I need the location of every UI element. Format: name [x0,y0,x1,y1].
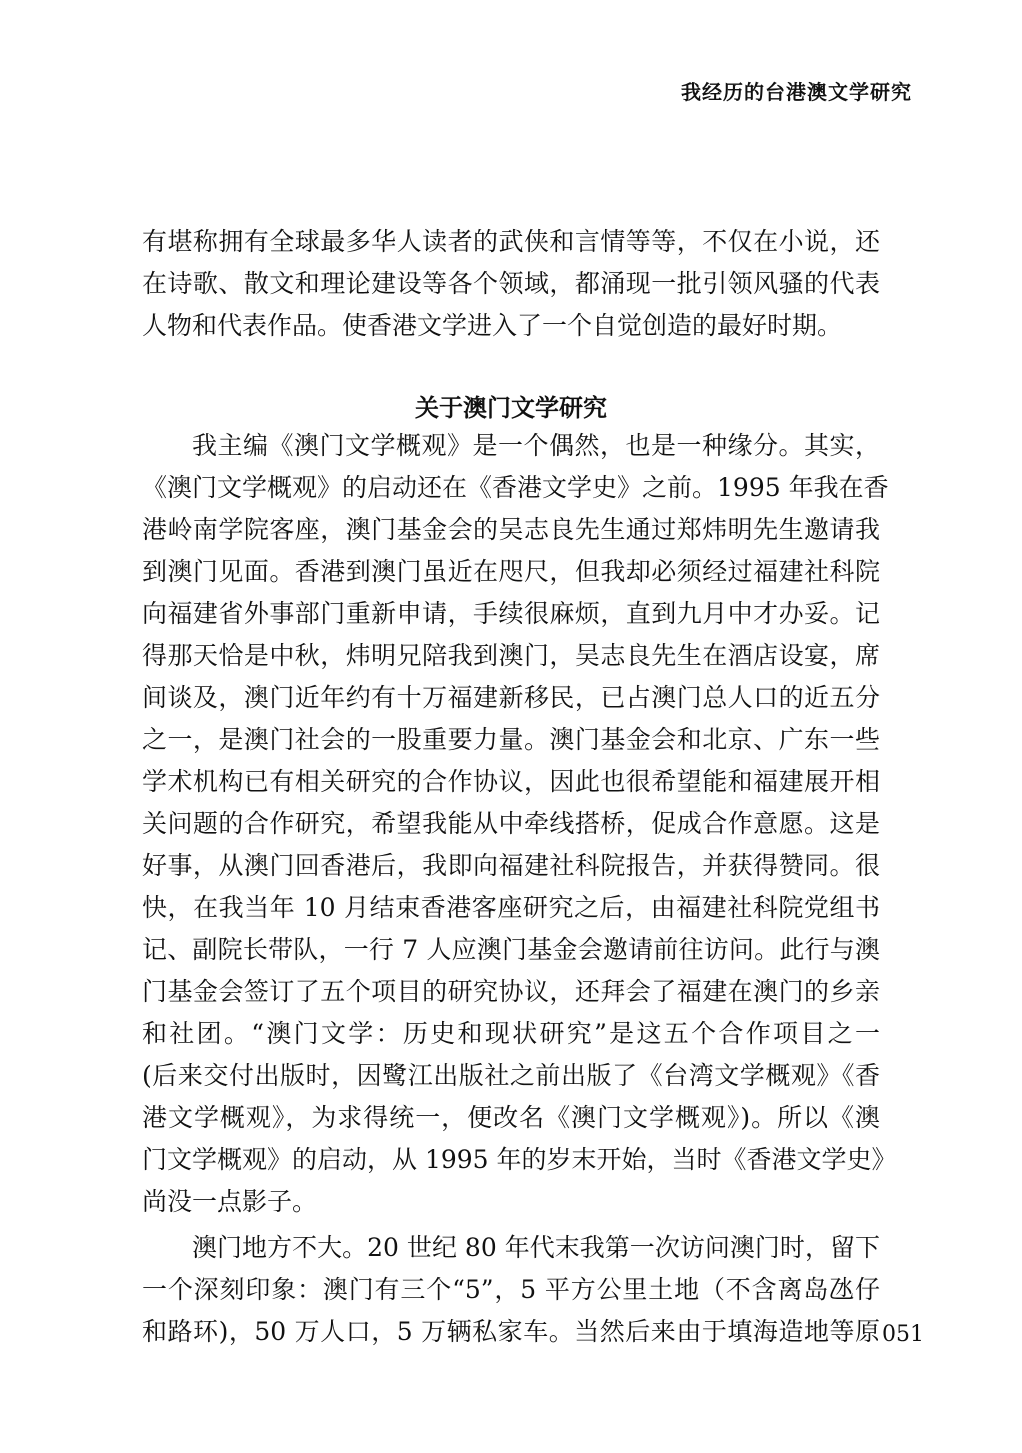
text-line: 一个深刻印象：澳门有三个“5”，5 平方公里土地（不含离岛氹仔 [142,1275,880,1304]
text-line: 间谈及，澳门近年约有十万福建新移民，已占澳门总人口的近五分 [142,683,880,712]
text-line: 到澳门见面。香港到澳门虽近在咫尺，但我却必须经过福建社科院 [142,557,880,586]
text-line: 我主编《澳门文学概观》是一个偶然，也是一种缘分。其实， [192,431,880,460]
text-line: 门文学概观》的启动，从 1995 年的岁末开始，当时《香港文学史》 [142,1145,897,1174]
text-line: 和社团。“澳门文学：历史和现状研究”是这五个合作项目之一 [142,1019,880,1048]
text-line: 关问题的合作研究，希望我能从中牵线搭桥，促成合作意愿。这是 [142,809,880,838]
section-heading: 关于澳门文学研究 [415,393,607,422]
text-line: 好事，从澳门回香港后，我即向福建社科院报告，并获得赞同。很 [142,851,880,880]
text-line: 得那天恰是中秋，炜明兄陪我到澳门，吴志良先生在酒店设宴，席 [142,641,880,670]
text-line: 在诗歌、散文和理论建设等各个领域，都涌现一批引领风骚的代表 [142,269,880,298]
text-line: 之一，是澳门社会的一股重要力量。澳门基金会和北京、广东一些 [142,725,880,754]
text-line: 快，在我当年 10 月结束香港客座研究之后，由福建社科院党组书 [142,893,880,922]
text-line: 和路环)，50 万人口，5 万辆私家车。当然后来由于填海造地等原 [142,1317,880,1346]
text-line: 有堪称拥有全球最多华人读者的武侠和言情等等，不仅在小说，还 [142,227,880,256]
running-head: 我经历的台港澳文学研究 [681,80,912,104]
text-line: 人物和代表作品。使香港文学进入了一个自觉创造的最好时期。 [142,311,843,340]
text-line: 尚没一点影子。 [142,1187,318,1216]
text-line: 港岭南学院客座，澳门基金会的吴志良先生通过郑炜明先生邀请我 [142,515,880,544]
text-line: 门基金会签订了五个项目的研究协议，还拜会了福建在澳门的乡亲 [142,977,880,1006]
text-line: 《澳门文学概观》的启动还在《香港文学史》之前。1995 年我在香 [142,473,889,502]
text-line: 记、副院长带队，一行 7 人应澳门基金会邀请前往访问。此行与澳 [142,935,880,964]
page-number: 051 [882,1322,924,1347]
text-line: 学术机构已有相关研究的合作协议，因此也很希望能和福建展开相 [142,767,880,796]
text-line: (后来交付出版时，因鹭江出版社之前出版了《台湾文学概观》《香 [142,1061,880,1090]
text-line: 向福建省外事部门重新申请，手续很麻烦，直到九月中才办妥。记 [142,599,880,628]
text-line: 澳门地方不大。20 世纪 80 年代末我第一次访问澳门时，留下 [192,1233,880,1262]
text-line: 港文学概观》，为求得统一，便改名《澳门文学概观》)。所以《澳 [142,1103,880,1132]
